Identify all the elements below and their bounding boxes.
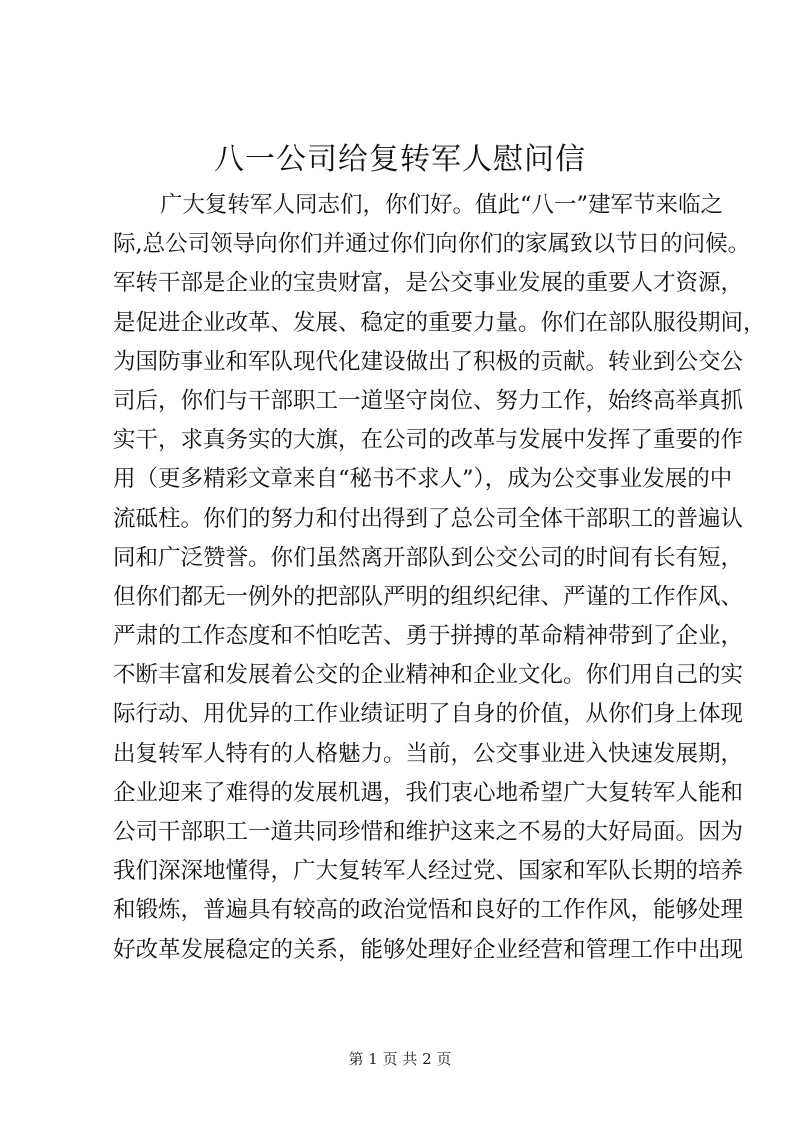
body-line: 不断丰富和发展着公交的企业精神和企业文化。你们用自己的实 [113, 662, 744, 689]
body-line: 公司干部职工一道共同珍惜和维护这来之不易的大好局面。因为 [113, 819, 744, 845]
page-number: 第 1 页 共 2 页 [348, 1050, 452, 1068]
body-line: 司后，你们与干部职工一道坚守岗位、努力工作，始终高举真抓 [113, 387, 744, 414]
body-line: 用（更多精彩文章来自“秘书不求人”），成为公交事业发展的中 [113, 466, 733, 493]
body-line: 企业迎来了难得的发展机遇，我们衷心地希望广大复转军人能和 [113, 779, 744, 806]
body-line: 军转干部是企业的宝贵财富，是公交事业发展的重要人才资源， [113, 270, 744, 297]
body-line: 为国防事业和军队现代化建设做出了积极的贡献。转业到公交公 [113, 348, 744, 375]
body-line: 流砥柱。你们的努力和付出得到了总公司全体干部职工的普遍认 [113, 505, 744, 532]
body-line: 是促进企业改革、发展、稳定的重要力量。你们在部队服役期间， [113, 309, 766, 336]
body-line: 好改革发展稳定的关系，能够处理好企业经营和管理工作中出现 [113, 936, 744, 963]
body-line: 严肃的工作态度和不怕吃苦、勇于拼搏的革命精神带到了企业， [113, 623, 744, 650]
body-line: 但你们都无一例外的把部队严明的组织纪律、严谨的工作作风、 [113, 583, 744, 610]
body-line: 广大复转军人同志们，你们好。值此“八一”建军节来临之 [160, 192, 724, 218]
body-line: 同和广泛赞誉。你们虽然离开部队到公交公司的时间有长有短， [113, 544, 744, 571]
body-line: 出复转军人特有的人格魅力。当前，公交事业进入快速发展期， [113, 740, 744, 767]
body-line: 际,总公司领导向你们并通过你们向你们的家属致以节日的问候。 [113, 231, 751, 258]
body-line: 际行动、用优异的工作业绩证明了自身的价值，从你们身上体现 [113, 701, 744, 728]
document-title: 八一公司给复转军人慰问信 [214, 142, 586, 177]
body-line: 和锻炼，普遍具有较高的政治觉悟和良好的工作作风，能够处理 [113, 897, 744, 924]
body-line: 实干，求真务实的大旗，在公司的改革与发展中发挥了重要的作 [113, 427, 744, 454]
letter-body [0, 186, 800, 970]
body-line: 我们深深地懂得，广大复转军人经过党、国家和军队长期的培养 [113, 858, 744, 885]
